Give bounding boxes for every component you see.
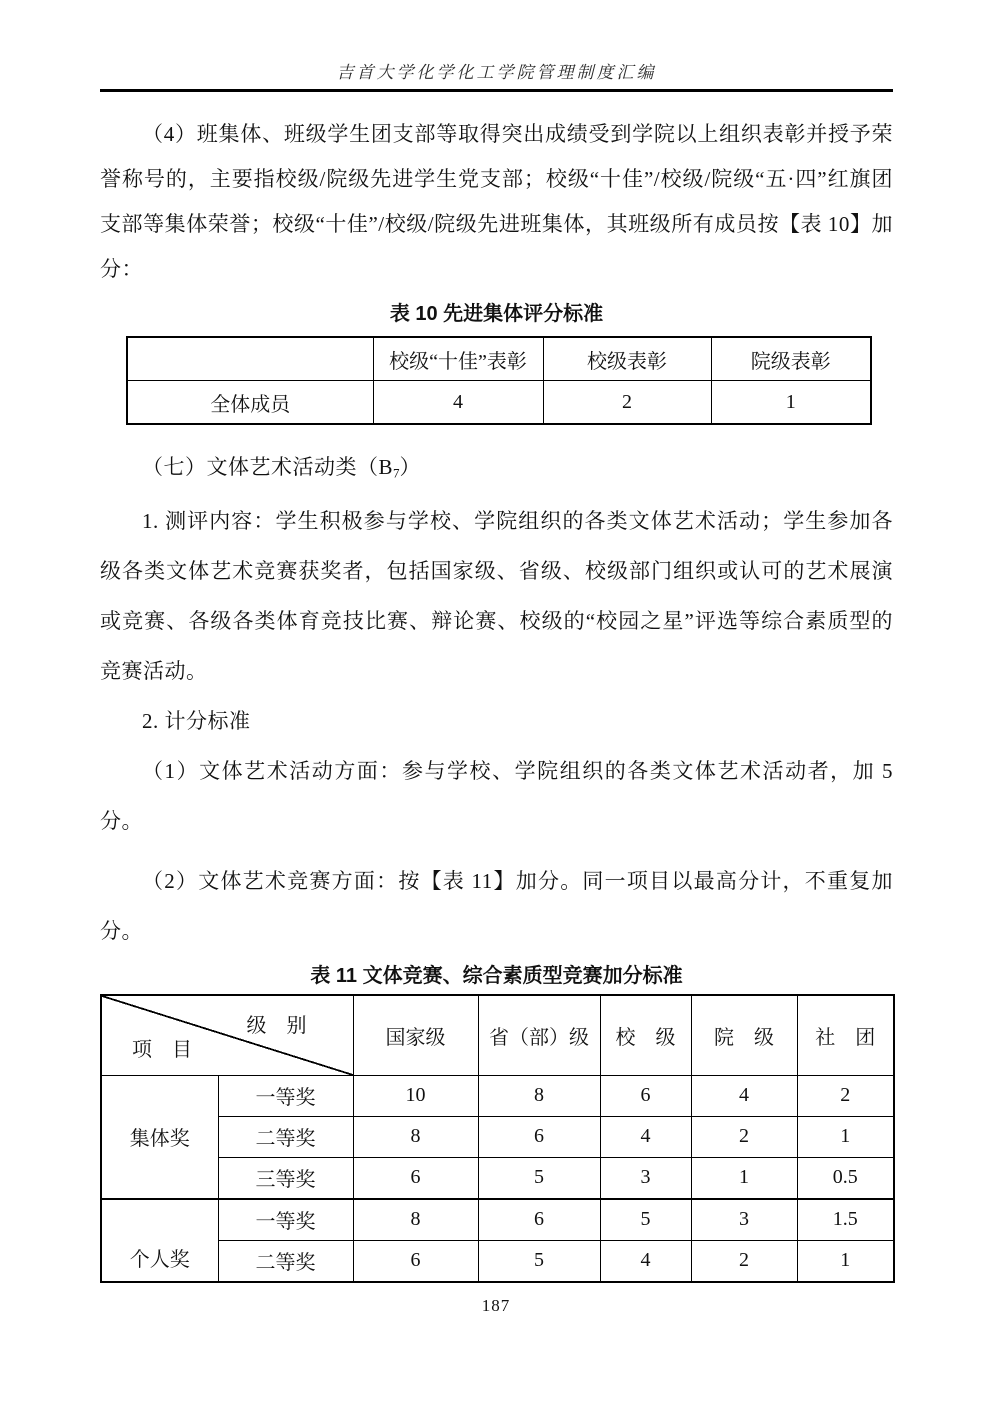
paragraph-sub-2: （2）文体艺术竞赛方面：按【表 11】加分。同一项目以最高分计，不重复加分。 [100, 868, 893, 943]
table10-row-label: 全体成员 [127, 381, 373, 425]
header-title: 吉首大学化学化工学院管理制度汇编 [336, 63, 657, 82]
table11-value-cell: 1.5 [797, 1199, 894, 1241]
section-7-heading-close: ） [399, 455, 422, 479]
table10-column-header: 校级表彰 [543, 337, 711, 381]
table11-value-cell: 10 [353, 1075, 478, 1116]
table11-value-cell: 5 [478, 1157, 600, 1199]
table11-value-cell: 8 [353, 1116, 478, 1157]
table11-value-cell: 5 [478, 1240, 600, 1282]
table11-value-cell: 6 [478, 1116, 600, 1157]
table11-value-cell: 3 [600, 1157, 691, 1199]
table11-row-collective-second [101, 1116, 894, 1157]
table10-column-header: 院级表彰 [711, 337, 871, 381]
running-header [100, 0, 893, 92]
table11-grade-label: 二等奖 [218, 1240, 353, 1282]
table11-grade-label: 三等奖 [218, 1157, 353, 1199]
table11-row-collective-third [101, 1157, 894, 1199]
paragraph-eval-content: 1. 测评内容：学生积极参与学校、学院组织的各类文体艺术活动；学生参加各级各类文体艺术竞赛获奖者，包括国家级、省级、校级部门组织或认可的艺术展演或竞赛、各级各类体育竞技比赛、辩论赛、校级的“校园之星”评选等综合素质型的竞赛活动。 [100, 508, 893, 683]
table11-value-cell: 1 [797, 1240, 894, 1282]
table11-value-cell: 3 [691, 1199, 797, 1241]
paragraph-item-4: （4）班集体、班级学生团支部等取得突出成绩受到学院以上组织表彰并授予荣誉称号的，主要指校级/院级先进学生党支部；校级“十佳”/校级/院级“五·四”红旗团支部等集体荣誉；校级“十佳”/校级/院级先进班集体，其班级所有成员按【表 10】加分： [100, 122, 893, 281]
table11-value-cell: 8 [478, 1075, 600, 1116]
table11-row-collective-first [101, 1075, 894, 1116]
section-7-subscript: 7 [393, 465, 400, 481]
table11-column-header: 省（部）级 [478, 995, 600, 1076]
table11-diagonal-corner-cell [101, 995, 353, 1076]
table11-value-cell: 8 [353, 1199, 478, 1241]
table11 [100, 994, 895, 1283]
table10-value-cell: 1 [711, 381, 871, 425]
table10-header-row [127, 337, 871, 381]
table11-value-cell: 5 [600, 1199, 691, 1241]
table11-value-cell: 2 [691, 1240, 797, 1282]
table11-value-cell: 1 [691, 1157, 797, 1199]
table11-value-cell: 1 [797, 1116, 894, 1157]
table11-grade-label: 一等奖 [218, 1075, 353, 1116]
table11-header-row [101, 995, 894, 1076]
section-7-heading-text: （七）文体艺术活动类（B [142, 455, 394, 479]
table11-caption: 表 11 文体竞赛、综合素质型竞赛加分标准 [310, 964, 683, 987]
table11-grade-label: 一等奖 [218, 1199, 353, 1241]
table11-value-cell: 6 [353, 1157, 478, 1199]
table11-column-header: 院 级 [691, 995, 797, 1076]
table11-value-cell: 4 [600, 1116, 691, 1157]
table11-corner-label-level: 级 别 [246, 1014, 307, 1037]
page-number: 187 [481, 1296, 511, 1315]
table11-value-cell: 4 [600, 1240, 691, 1282]
table11-column-header: 校 级 [600, 995, 691, 1076]
table10-caption: 表 10 先进集体评分标准 [389, 303, 604, 325]
table11-row-individual-second [101, 1240, 894, 1282]
page-content [100, 0, 893, 1283]
table11-row-individual-first [101, 1199, 894, 1241]
table11-value-cell: 4 [691, 1075, 797, 1116]
table11-group-label-collective: 集体奖 [101, 1075, 218, 1199]
table11-value-cell: 6 [353, 1240, 478, 1282]
table11-corner-label-item: 项 目 [132, 1038, 192, 1061]
table11-value-cell: 2 [691, 1116, 797, 1157]
section-7-heading [100, 445, 893, 496]
table11-column-header: 社 团 [797, 995, 894, 1076]
paragraph-sub-1: （1）文体艺术活动方面：参与学校、学院组织的各类文体艺术活动者，加 5 分。 [100, 758, 893, 833]
table11-value-cell: 0.5 [797, 1157, 894, 1199]
table10 [126, 336, 872, 425]
table10-column-header: 校级“十佳”表彰 [373, 337, 543, 381]
table10-data-row [127, 381, 871, 425]
table11-value-cell: 6 [600, 1075, 691, 1116]
table10-value-cell: 2 [543, 381, 711, 425]
table11-column-header: 国家级 [353, 995, 478, 1076]
table10-empty-corner-cell [127, 337, 373, 381]
paragraph-scoring-standard: 2. 计分标准 [142, 708, 251, 733]
table11-grade-label: 二等奖 [218, 1116, 353, 1157]
table11-group-label-individual: 个人奖 [101, 1199, 218, 1282]
table11-value-cell: 2 [797, 1075, 894, 1116]
table10-value-cell: 4 [373, 381, 543, 425]
table11-value-cell: 6 [478, 1199, 600, 1241]
